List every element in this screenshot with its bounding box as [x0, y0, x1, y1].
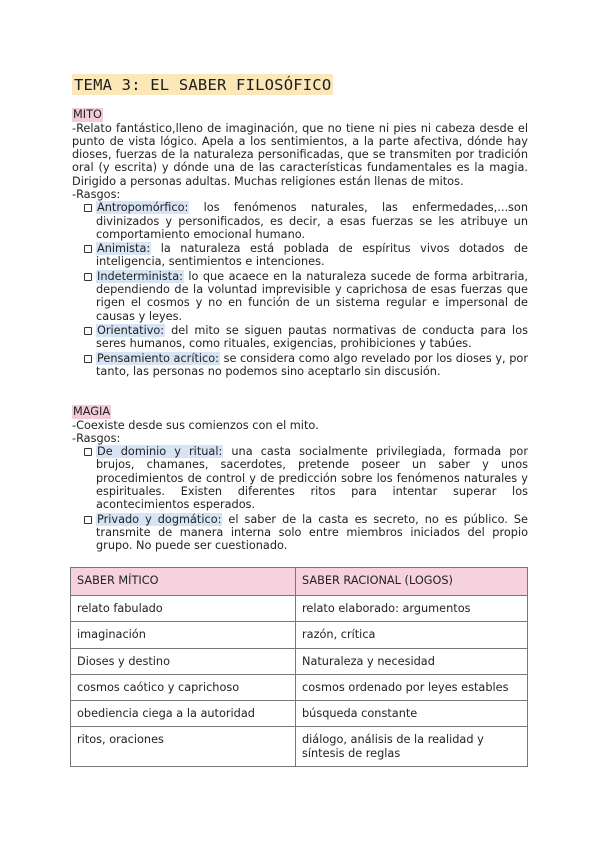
table-cell: imaginación: [71, 622, 296, 648]
term-text: el saber de la casta es secreto, no es público. Se transmite de manera interna solo entre miembros iniciados del propio grupo. No puede ser cuestionado.: [96, 512, 529, 553]
checkbox-bullet-icon: [84, 448, 92, 456]
term-text: los fenómenos naturales, las enfermedades,...son divinizados y personificados, es decir, a esas fuerzas se les atribuye un comportamiento emocional humano.: [96, 201, 528, 241]
table-header-cell: SABER RACIONAL (LOGOS): [296, 568, 528, 596]
table-row: [71, 596, 528, 622]
checkbox-bullet-icon: [84, 516, 92, 524]
list-item: [84, 324, 528, 351]
term-text: se considera como algo revelado por los dioses y, por tanto, las personas no podemos sino aceptarlo sin discusión.: [96, 351, 528, 378]
term-label: Animista:: [97, 242, 151, 256]
table-cell: ritos, oraciones: [71, 727, 296, 767]
list-item: [84, 513, 528, 553]
table-cell: búsqueda constante: [296, 701, 528, 727]
term-label: Privado y dogmático:: [97, 512, 222, 526]
table-row: [71, 648, 528, 674]
table-row: [71, 622, 528, 648]
table-cell: diálogo, análisis de la realidad y síntesis de reglas: [296, 727, 528, 767]
list-item: [84, 352, 528, 379]
list-item: [84, 201, 528, 241]
mito-intro: -Relato fantástico,lleno de imaginación, que no tiene ni pies ni cabeza desde el punto de vista lógico. Apela a los sentimientos, a la parte afectiva, dónde hay dioses, fuerzas de la naturaleza personificadas, que se transmiten por tradición oral (y escrita) y dónde una de las características fundamentales es la magia. Dirigido a personas adultas. Muchas religiones están llenas de mitos.: [72, 121, 528, 188]
table-cell: razón, crítica: [296, 622, 528, 648]
table-cell: cosmos ordenado por leyes estables: [296, 674, 528, 700]
table-cell: obediencia ciega a la autoridad: [71, 701, 296, 727]
term-label: Indeterminista:: [97, 269, 183, 283]
table-cell: Naturaleza y necesidad: [296, 648, 528, 674]
mito-rasgos-label: -Rasgos:: [72, 187, 121, 201]
magia-rasgos-list: [72, 445, 528, 552]
checkbox-bullet-icon: [84, 355, 92, 363]
table-cell: cosmos caótico y caprichoso: [71, 674, 296, 700]
section-mito: [72, 108, 528, 379]
magia-rasgos-label: -Rasgos:: [72, 431, 121, 445]
term-label: Pensamiento acrítico:: [97, 351, 219, 365]
term-text: una casta socialmente privilegiada, formada por brujos, chamanes, sacerdotes, pretende poseer un saber y unos procedimientos de control y de predicción sobre los fenómenos naturales y espirituales. Existen diferentes ritos para intentar superar los acontecimientos esperados.: [96, 445, 528, 512]
list-item: [84, 445, 528, 511]
section-magia: [72, 405, 528, 553]
table-header-cell: SABER MÍTICO: [71, 568, 296, 596]
comparison-table: [70, 567, 528, 767]
checkbox-bullet-icon: [84, 204, 92, 212]
term-text: la naturaleza está poblada de espíritus vivos dotados de inteligencia, sentimientos e intenciones.: [96, 242, 528, 269]
magia-intro: -Coexiste desde sus comienzos con el mito.: [72, 418, 319, 432]
term-text: del mito se siguen pautas normativas de conducta para los seres humanos, como rituales, exigencias, prohibiciones y tabúes.: [96, 323, 528, 351]
table-header-row: [71, 568, 528, 596]
list-item: [84, 270, 528, 323]
page-title: TEMA 3: EL SABER FILOSÓFICO: [74, 76, 332, 94]
table-row: [71, 674, 528, 700]
term-label: Antropomórfico:: [97, 201, 189, 215]
term-label: De dominio y ritual:: [97, 445, 223, 459]
magia-heading: MAGIA: [73, 405, 111, 418]
checkbox-bullet-icon: [84, 245, 92, 253]
list-item: [84, 242, 528, 269]
checkbox-bullet-icon: [84, 327, 92, 335]
mito-rasgos-list: [72, 201, 528, 378]
term-text: lo que acaece en la naturaleza sucede de forma arbitraria, dependiendo de la voluntad imprevisible y caprichosa de esas fuerzas que rigen el cosmos y no en función de un sistema regular e impersonal de causas y leyes.: [96, 269, 528, 323]
term-label: Orientativo:: [97, 323, 165, 337]
table-cell: Dioses y destino: [71, 648, 296, 674]
table-cell: relato elaborado: argumentos: [296, 596, 528, 622]
table-row: [71, 701, 528, 727]
mito-heading: MITO: [73, 108, 102, 121]
table-cell: relato fabulado: [71, 596, 296, 622]
checkbox-bullet-icon: [84, 273, 92, 281]
table-row: [71, 727, 528, 767]
